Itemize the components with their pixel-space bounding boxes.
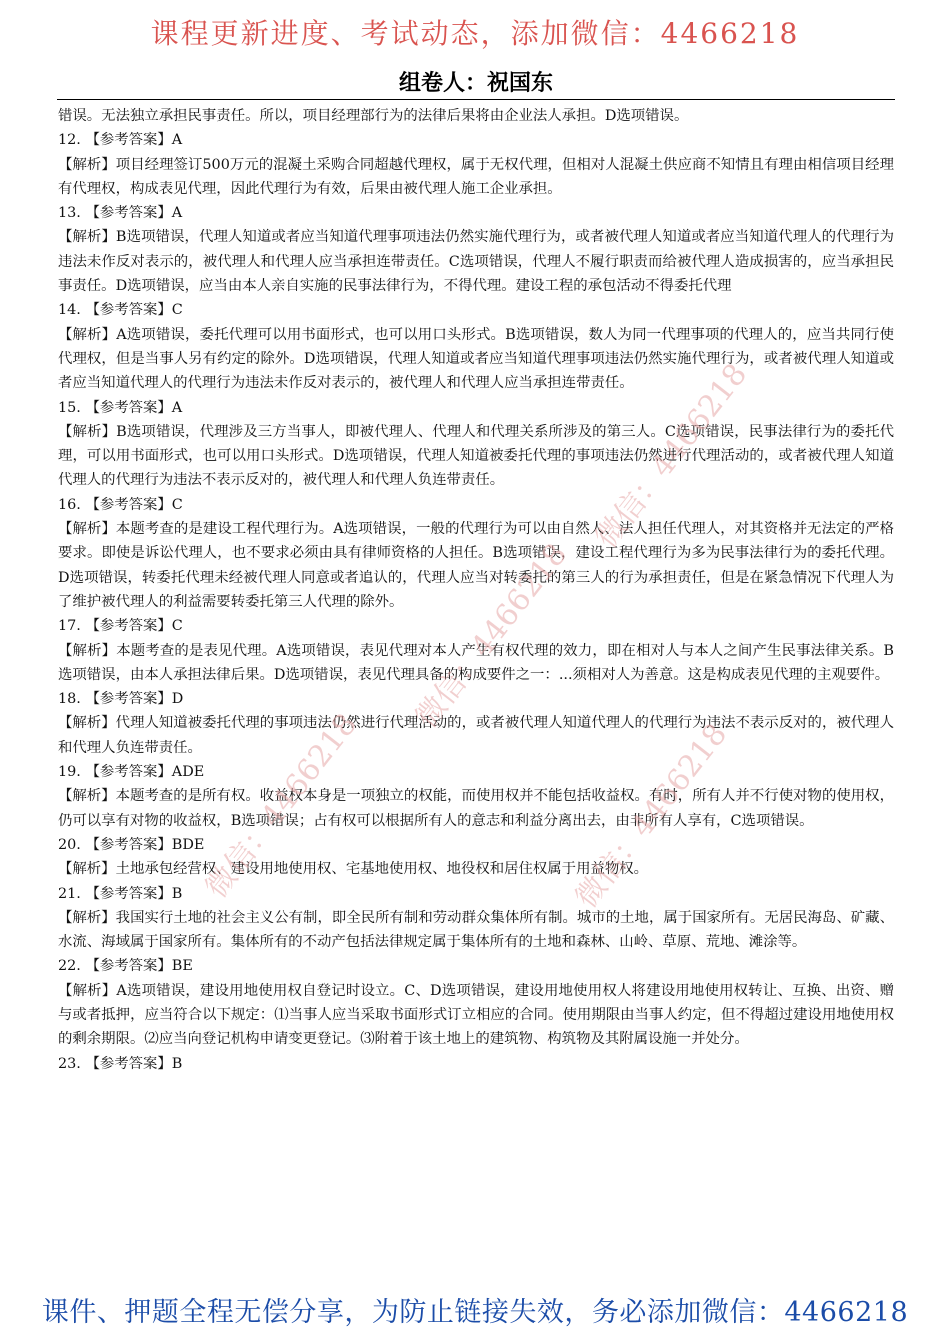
text-line: 错误。无法独立承担民事责任。所以，项目经理部行为的法律后果将由企业法人承担。D选项错误。 [58,108,689,124]
analysis-paragraph: 【解析】本题考查的是建设工程代理行为。A选项错误，一般的代理行为可以由自然人、法人担任代理人，对其资格并无法定的严格要求。即使是诉讼代理人，也不要求必须由具有律师资格的人担任。B选项错误，建设工程代理行为多为民事法律行为的委托代理。D选项错误，转委托代理未经被代理人同意或者追认的，代理人应当对转委托的第三人的行为承担责任，但是在紧急情况下代理人为了维护被代理人的利益需要转委托第三人代理的除外。 [58,521,894,610]
watermark-text: 微信：4466218 [568,717,735,915]
answer-line: 21. 【参考答案】B [58,885,183,902]
analysis-paragraph: 【解析】A选项错误，建设用地使用权自登记时设立。C、D选项错误，建设用地使用权人将建设用地使用权转让、互换、出资、赠与或者抵押，应当符合以下规定：⑴当事人应当采取书面形式订立相应的合同。使用期限由当事人约定，但不得超过建设用地使用权的剩余期限。⑵应当向登记机构申请变更登记。⑶附着于该土地上的建筑物、构筑物及其附属设施一并处分。 [58,982,894,1048]
analysis-paragraph: 【解析】我国实行土地的社会主义公有制，即全民所有制和劳动群众集体所有制。城市的土地，属于国家所有。无居民海岛、矿藏、水流、海域属于国家所有。集体所有的不动产包括法律规定属于集体所有的土地和森林、山岭、草原、荒地、滩涂等。 [58,909,894,951]
watermark-text: 微信：4466218 [408,537,575,735]
analysis-paragraph: 【解析】本题考查的是所有权。收益权本身是一项独立的权能，而使用权并不能包括收益权。有时，所有人并不行使对物的使用权，仍可以享有对物的收益权，B选项错误；占有权可以根据所有人的意志和利益分离出去，由非所有人享有，C选项错误。 [58,788,894,829]
analysis-paragraph: 【解析】项目经理签订500万元的混凝土采购合同超越代理权，属于无权代理，但相对人混凝土供应商不知情且有理由相信项目经理有代理权，构成表见代理，因此代理行为有效，后果由被代理人施工企业承担。 [58,156,894,197]
analysis-paragraph: 【解析】B选项错误，代理涉及三方当事人，即被代理人、代理人和代理关系所涉及的第三人。C选项错误，民事法律行为的委托代理，可以用书面形式，也可以用口头形式。D选项错误，代理人知道被委托代理的事项违法仍然进行代理活动的，或者被代理人知道代理人的代理行为违法不表示反对的，被代理人和代理人负连带责任。 [58,423,894,489]
promo-banner-top: 课程更新进度、考试动态，添加微信：4466218 [150,17,800,50]
answer-line: 17. 【参考答案】C [58,618,183,635]
header-divider [57,99,895,100]
page-header: 组卷人：祝国东 [398,71,553,96]
answer-line: 22. 【参考答案】BE [58,958,193,975]
analysis-paragraph: 【解析】A选项错误，委托代理可以用书面形式，也可以用口头形式。B选项错误，数人为同一代理事项的代理人的，应当共同行使代理权，但是当事人另有约定的除外。D选项错误，代理人知道或者应当知道代理事项违法仍然实施代理行为，或者被代理人知道或者应当知道代理人的代理行为违法未作反对表示的，被代理人和代理人应当承担连带责任。 [58,326,894,392]
promo-banner-bottom: 课件、押题全程无偿分享，为防止链接失效，务必添加微信：4466218 [41,1297,909,1328]
analysis-paragraph: 【解析】B选项错误，代理人知道或者应当知道代理事项违法仍然实施代理行为，或者被代理人知道或者应当知道代理人的代理行为违法未作反对表示的，被代理人和代理人应当承担连带责任。C选项错误，代理人不履行职责而给被代理人造成损害的，应当承担民事责任。D选项错误，应当由本人亲自实施的民事法律行为，不得代理。建设工程的承包活动不得委托代理 [58,229,894,295]
analysis-paragraph: 【解析】本题考查的是表见代理。A选项错误，表见代理对本人产生有权代理的效力，即在相对人与本人之间产生民事法律关系。B选项错误，由本人承担法律后果。D选项错误，表见代理具备的构成要件之一：...须相对人为善意。这是构成表见代理的主观要件。 [58,642,894,683]
analysis-paragraph: 【解析】土地承包经营权、建设用地使用权、宅基地使用权、地役权和居住权属于用益物权。 [58,861,649,878]
answer-line: 19. 【参考答案】ADE [58,764,205,781]
watermark-text: 微信：4466218 [198,707,365,905]
answer-line: 16. 【参考答案】C [58,496,183,513]
answer-line: 12. 【参考答案】A [58,132,183,149]
answer-line: 14. 【参考答案】C [58,302,183,319]
answer-line: 18. 【参考答案】D [58,691,184,708]
answer-line: 13. 【参考答案】A [58,205,183,222]
answer-line: 23. 【参考答案】B [58,1055,183,1072]
answer-content [58,104,894,1076]
watermark-text: 微信：4466218 [588,357,755,555]
analysis-paragraph: 【解析】代理人知道被委托代理的事项违法仍然进行代理活动的，或者被代理人知道代理人的代理行为违法不表示反对的，被代理人和代理人负连带责任。 [58,715,894,756]
answer-line: 20. 【参考答案】BDE [58,836,205,853]
answer-line: 15. 【参考答案】A [58,399,183,416]
